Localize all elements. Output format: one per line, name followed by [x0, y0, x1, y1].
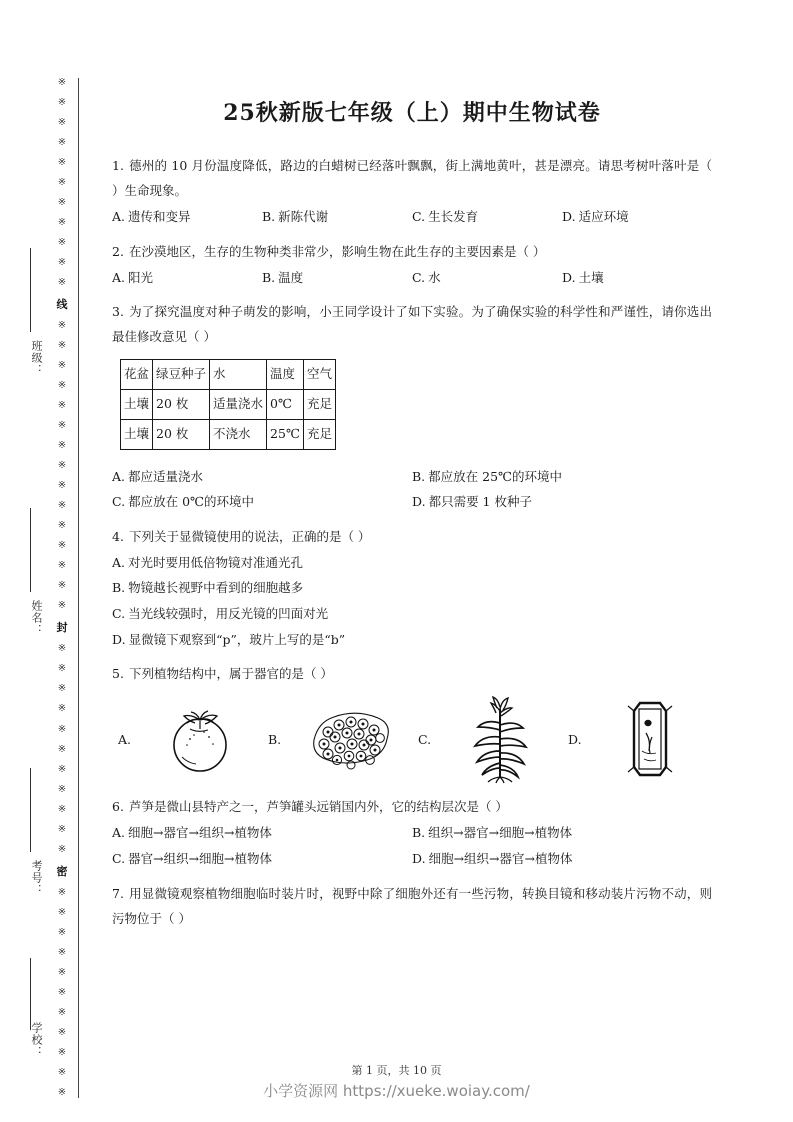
question-text: 芦笋是微山县特产之一，芦笋罐头远销国内外，它的结构层次是（ ）: [128, 799, 508, 815]
seal-asterisk-icon: ※: [57, 440, 67, 452]
option-label: A.: [112, 554, 126, 570]
seal-asterisk-icon: ※: [57, 257, 67, 269]
seal-asterisk-icon: ※: [57, 966, 67, 978]
option-label: B.: [412, 468, 426, 484]
option-a[interactable]: [112, 464, 412, 490]
seal-label-class: 班级：: [30, 340, 43, 376]
seal-asterisk-icon: ※: [57, 137, 67, 149]
question-text: 德州的 10 月份温度降低，路边的白蜡树已经落叶飘飘，街上满地黄叶，甚是漂亮。请思考树叶落叶是（ ）生命现象。: [112, 158, 712, 198]
option-label: A.: [112, 468, 126, 484]
table-cell: 适量浇水: [210, 390, 267, 420]
seal-asterisk-icon: ※: [57, 237, 67, 249]
seal-line-sidebar: [18, 78, 88, 1098]
question-number: 5.: [112, 666, 124, 682]
seal-asterisk-icon: ※: [57, 360, 67, 372]
option-label: A.: [118, 731, 132, 747]
seal-asterisk-icon: ※: [57, 643, 67, 655]
option-label: B.: [262, 209, 276, 224]
question-item: [112, 661, 712, 782]
option-label: D.: [412, 850, 426, 866]
seal-asterisk-icon: ※: [57, 843, 67, 855]
seal-asterisk-icon: ※: [57, 1026, 67, 1038]
option-text: 适应环境: [578, 209, 629, 224]
table-header-cell: 水: [210, 360, 267, 390]
option-list: [112, 820, 712, 871]
option-d[interactable]: [562, 204, 712, 230]
question-text: 为了探究温度对种子萌发的影响，小王同学设计了如下实验。为了确保实验的科学性和严谨性，请你选出最佳修改意见（ ）: [112, 304, 712, 345]
seal-asterisk-icon: ※: [57, 823, 67, 835]
site-watermark: 小学资源网 https://xueke.woiay.com/: [263, 1082, 530, 1100]
table-header-row: [121, 360, 336, 390]
figure-option-d[interactable]: [568, 696, 712, 782]
seal-asterisk-icon: ※: [57, 420, 67, 432]
question-stem: [112, 794, 712, 819]
seal-write-rule: [30, 768, 31, 852]
option-label: A.: [112, 269, 126, 285]
table-cell: 土壤: [121, 419, 153, 449]
seal-asterisk-icon: ※: [57, 926, 67, 938]
seal-asterisk-icon: ※: [57, 157, 67, 169]
option-b[interactable]: [412, 820, 712, 846]
seal-label-school: 学校：: [30, 1022, 43, 1058]
question-text: 下列植物结构中，属于器官的是（ ）: [128, 666, 333, 682]
option-text: 都应适量浇水: [128, 468, 204, 484]
seal-asterisk-icon: ※: [57, 783, 67, 795]
experiment-table: [120, 359, 336, 449]
seal-asterisk-icon: ※: [57, 743, 67, 755]
question-item: [112, 299, 712, 515]
question-item: [112, 881, 712, 931]
seal-asterisk-icon: ※: [57, 460, 67, 472]
page-footer: 第 1 页，共 10 页: [351, 1064, 442, 1077]
seal-asterisk-icon: ※: [57, 400, 67, 412]
seal-word-mi: 密: [56, 864, 68, 878]
question-stem: [112, 239, 712, 264]
seal-word-feng: 封: [56, 621, 68, 635]
option-label: D.: [562, 209, 576, 224]
option-b[interactable]: [262, 204, 412, 230]
seal-asterisk-icon: ※: [57, 197, 67, 209]
option-a[interactable]: [112, 550, 712, 576]
option-label: C.: [412, 209, 426, 224]
seal-asterisk-icon: ※: [57, 1006, 67, 1018]
seal-asterisk-icon: ※: [57, 1046, 67, 1058]
option-text: 显微镜下观察到“p”，玻片上写的是“b”: [128, 631, 346, 647]
seal-field-labels: [18, 78, 44, 1098]
option-text: 新陈代谢: [278, 209, 329, 224]
option-text: 生长发育: [428, 209, 479, 224]
option-text: 物镜越长视野中看到的细胞越多: [128, 580, 304, 596]
seal-asterisk-icon: ※: [57, 277, 67, 289]
option-a[interactable]: [112, 820, 412, 846]
seal-asterisk-icon: ※: [57, 906, 67, 918]
option-label: B.: [262, 269, 276, 285]
seal-label-name: 姓名：: [30, 600, 43, 636]
seal-asterisk-icon: ※: [57, 946, 67, 958]
table-cell: 0℃: [267, 390, 304, 420]
seal-asterisk-icon: ※: [57, 600, 67, 612]
option-b[interactable]: [412, 464, 712, 490]
seal-asterisk-icon: ※: [57, 380, 67, 392]
seal-asterisk-icon: ※: [57, 663, 67, 675]
seal-asterisk-icon: ※: [57, 723, 67, 735]
seal-asterisk-icon: ※: [57, 560, 67, 572]
table-cell: 20 枚: [153, 390, 210, 420]
option-text: 遗传和变异: [128, 209, 191, 224]
option-label: D.: [412, 494, 426, 510]
table-cell: 土壤: [121, 390, 153, 420]
option-text: 组织→器官→细胞→植物体: [428, 825, 573, 841]
seal-asterisk-icon: ※: [57, 540, 67, 552]
question-text: 在沙漠地区，生存的生物种类非常少，影响生物在此生存的主要因素是（ ）: [128, 243, 546, 259]
option-text: 细胞→组织→器官→植物体: [428, 850, 573, 866]
option-b[interactable]: [112, 575, 712, 601]
seal-asterisk-icon: ※: [57, 480, 67, 492]
question-item: [112, 794, 712, 871]
seal-asterisk-icon: ※: [57, 886, 67, 898]
seal-mark-column: [52, 78, 72, 1098]
option-label: B.: [412, 825, 426, 841]
question-number: 7.: [112, 885, 124, 901]
table-cell: 20 枚: [153, 419, 210, 449]
table-header-cell: 花盆: [121, 360, 153, 390]
seal-asterisk-icon: ※: [57, 580, 67, 592]
question-text: 下列关于显微镜使用的说法，正确的是（ ）: [128, 528, 371, 544]
option-label: B.: [268, 731, 282, 747]
question-stem: [112, 524, 712, 549]
option-label: A.: [112, 209, 126, 224]
option-list: [112, 204, 712, 230]
option-c[interactable]: [412, 204, 562, 230]
question-stem: [112, 299, 712, 349]
figure-option-b[interactable]: [268, 696, 412, 782]
question-stem: [112, 153, 712, 203]
question-stem: [112, 661, 712, 686]
question-item: [112, 239, 712, 291]
question-stem: [112, 881, 712, 931]
option-label: C.: [112, 606, 126, 621]
option-list: [112, 464, 712, 515]
option-c[interactable]: [412, 265, 562, 291]
seal-asterisk-icon: ※: [57, 763, 67, 775]
figure-option-a[interactable]: [118, 696, 262, 782]
option-list: [112, 265, 712, 291]
option-label: C.: [418, 731, 432, 747]
tomato-fruit-icon: [148, 696, 252, 782]
table-row: [121, 419, 336, 449]
figure-option-c[interactable]: [418, 696, 562, 782]
option-text: 细胞→器官→组织→植物体: [128, 825, 272, 841]
option-label: B.: [112, 580, 126, 596]
corn-plant-icon: [448, 696, 552, 782]
option-a[interactable]: [112, 265, 262, 291]
option-d[interactable]: [412, 846, 712, 872]
seal-asterisk-icon: ※: [57, 217, 67, 229]
option-label: D.: [568, 731, 582, 747]
figure-option-row: [118, 696, 712, 782]
option-text: 土壤: [578, 269, 604, 285]
single-plant-cell-icon: [598, 696, 702, 782]
plant-tissue-cells-icon: [298, 696, 402, 782]
page-title: 25秋新版七年级（上）期中生物试卷: [223, 100, 601, 126]
option-label: C.: [112, 850, 126, 866]
seal-asterisk-icon: ※: [57, 520, 67, 532]
table-cell: 不浇水: [210, 419, 267, 449]
option-label: C.: [412, 269, 426, 285]
question-number: 6.: [112, 799, 124, 815]
table-cell: 25℃: [267, 419, 304, 449]
option-a[interactable]: [112, 204, 262, 230]
seal-label-exam-number: 考号：: [30, 860, 43, 896]
option-c[interactable]: [112, 846, 412, 872]
table-row: [121, 390, 336, 420]
seal-asterisk-icon: ※: [57, 117, 67, 129]
option-c[interactable]: [112, 489, 412, 515]
seal-write-rule: [30, 248, 31, 332]
question-item: [112, 524, 712, 653]
option-label: A.: [112, 825, 126, 841]
exam-paper-content: [112, 78, 712, 940]
option-list: [112, 550, 712, 653]
option-label: C.: [112, 494, 126, 510]
option-label: D.: [562, 269, 576, 285]
seal-asterisk-icon: ※: [57, 77, 67, 88]
seal-word-xian: 线: [56, 298, 68, 312]
seal-asterisk-icon: ※: [57, 803, 67, 815]
question-item: [112, 153, 712, 230]
option-d[interactable]: [112, 627, 712, 653]
table-cell: 充足: [303, 390, 335, 420]
question-number: 3.: [112, 304, 124, 320]
seal-divider-line: [78, 78, 79, 1098]
option-label: D.: [112, 631, 126, 647]
seal-asterisk-icon: ※: [57, 986, 67, 998]
option-d[interactable]: [412, 489, 712, 515]
seal-asterisk-icon: ※: [57, 177, 67, 189]
option-c[interactable]: [112, 601, 712, 627]
seal-asterisk-icon: ※: [57, 683, 67, 695]
table-header-cell: 绿豆种子: [153, 360, 210, 390]
seal-write-rule: [30, 958, 31, 1030]
option-text: 都应放在 0℃的环境中: [128, 494, 255, 510]
seal-write-rule: [30, 508, 31, 592]
option-text: 对光时要用低倍物镜对准通光孔: [128, 554, 304, 570]
option-text: 器官→组织→细胞→植物体: [128, 850, 273, 866]
table-header-cell: 温度: [267, 360, 304, 390]
option-text: 水: [428, 269, 441, 285]
question-number: 1.: [112, 158, 124, 173]
seal-asterisk-icon: ※: [57, 340, 67, 352]
seal-asterisk-icon: ※: [57, 320, 67, 332]
option-text: 温度: [278, 269, 304, 285]
seal-asterisk-icon: ※: [57, 1086, 67, 1098]
table-header-cell: 空气: [303, 360, 335, 390]
option-text: 都应放在 25℃的环境中: [428, 468, 563, 484]
option-text: 当光线较强时，用反光镜的凹面对光: [128, 606, 329, 621]
option-b[interactable]: [262, 265, 412, 291]
question-number: 2.: [112, 243, 124, 259]
seal-asterisk-icon: ※: [57, 703, 67, 715]
option-d[interactable]: [562, 265, 712, 291]
seal-asterisk-icon: ※: [57, 500, 67, 512]
seal-asterisk-icon: ※: [57, 97, 67, 109]
option-text: 都只需要 1 枚种子: [428, 494, 532, 510]
option-text: 阳光: [128, 269, 154, 285]
table-cell: 充足: [303, 419, 335, 449]
seal-asterisk-icon: ※: [57, 1066, 67, 1078]
question-number: 4.: [112, 528, 124, 544]
question-text: 用显微镜观察植物细胞临时装片时，视野中除了细胞外还有一些污物，转换目镜和移动装片污物不动，则污物位于（ ）: [112, 885, 712, 926]
